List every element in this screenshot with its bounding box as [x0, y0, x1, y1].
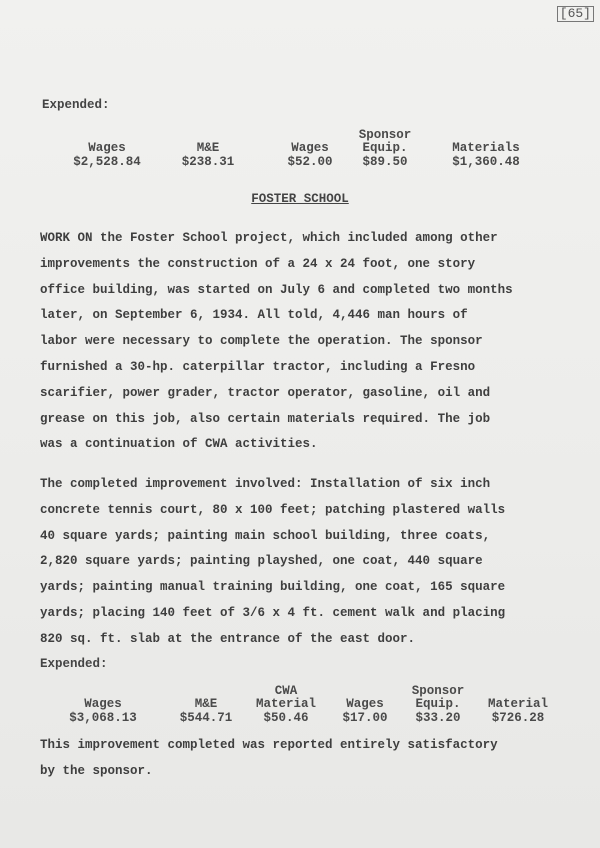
- paragraph-1: [40, 226, 570, 458]
- text-line: by the sponsor.: [40, 763, 153, 778]
- text-line: yards; placing 140 feet of 3/6 x 4 ft. cement walk and placing: [40, 605, 506, 620]
- table2-col-5: Sponsor Equip. $33.20: [411, 684, 465, 725]
- table2-col-6: Material $726.28: [487, 697, 548, 725]
- table1-col-2: M&E $238.31: [181, 141, 235, 169]
- paragraph-3: [40, 733, 570, 785]
- text-line: later, on September 6, 1934. All told, 4,446 man hours of: [40, 308, 468, 323]
- text-line: 820 sq. ft. slab at the entrance of the east door.: [40, 631, 416, 646]
- text-line: office building, was started on July 6 and completed two months: [40, 282, 513, 297]
- text-line: was a continuation of CWA activities.: [40, 437, 318, 452]
- text-line: improvements the construction of a 24 x 24 foot, one story: [40, 256, 476, 271]
- text-line: concrete tennis court, 80 x 100 feet; patching plastered walls: [40, 502, 506, 517]
- text-line: furnished a 30-hp. caterpillar tractor, including a Fresno: [40, 359, 476, 374]
- table2-col-3: CWA Material $50.46: [255, 684, 316, 725]
- text-line: 40 square yards; painting main school building, three coats,: [40, 528, 491, 543]
- table2-col-1: Wages $3,068.13: [69, 697, 137, 725]
- expended-label-1: Expended:: [42, 98, 110, 112]
- table1-col-4: Sponsor Equip. $89.50: [358, 128, 412, 169]
- paragraph-2: [40, 472, 570, 653]
- page-number: [65]: [557, 6, 594, 22]
- table1-col-5: Materials $1,360.48: [452, 141, 520, 169]
- table2-col-4: Wages $17.00: [342, 697, 388, 725]
- text-line: grease on this job, also certain materials required. The job: [40, 411, 491, 426]
- text-line: scarifier, power grader, tractor operator, gasoline, oil and: [40, 385, 491, 400]
- text-line: yards; painting manual training building, one coat, 165 square: [40, 580, 506, 595]
- text-line: labor were necessary to complete the operation. The sponsor: [40, 334, 483, 349]
- text-line: 2,820 square yards; painting playshed, one coat, 440 square: [40, 554, 483, 569]
- text-line: WORK ON the Foster School project, which included among other: [40, 231, 498, 245]
- table1-col-1: Wages $2,528.84: [73, 141, 141, 169]
- table2-col-2: M&E $544.71: [179, 697, 233, 725]
- text-line: This improvement completed was reported entirely satisfactory: [40, 738, 498, 752]
- text-line: The completed improvement involved: Installation of six inch: [40, 477, 491, 491]
- section-title: FOSTER SCHOOL: [251, 192, 349, 206]
- expended-label-2: Expended:: [40, 657, 108, 671]
- table1-col-3: Wages $52.00: [287, 141, 333, 169]
